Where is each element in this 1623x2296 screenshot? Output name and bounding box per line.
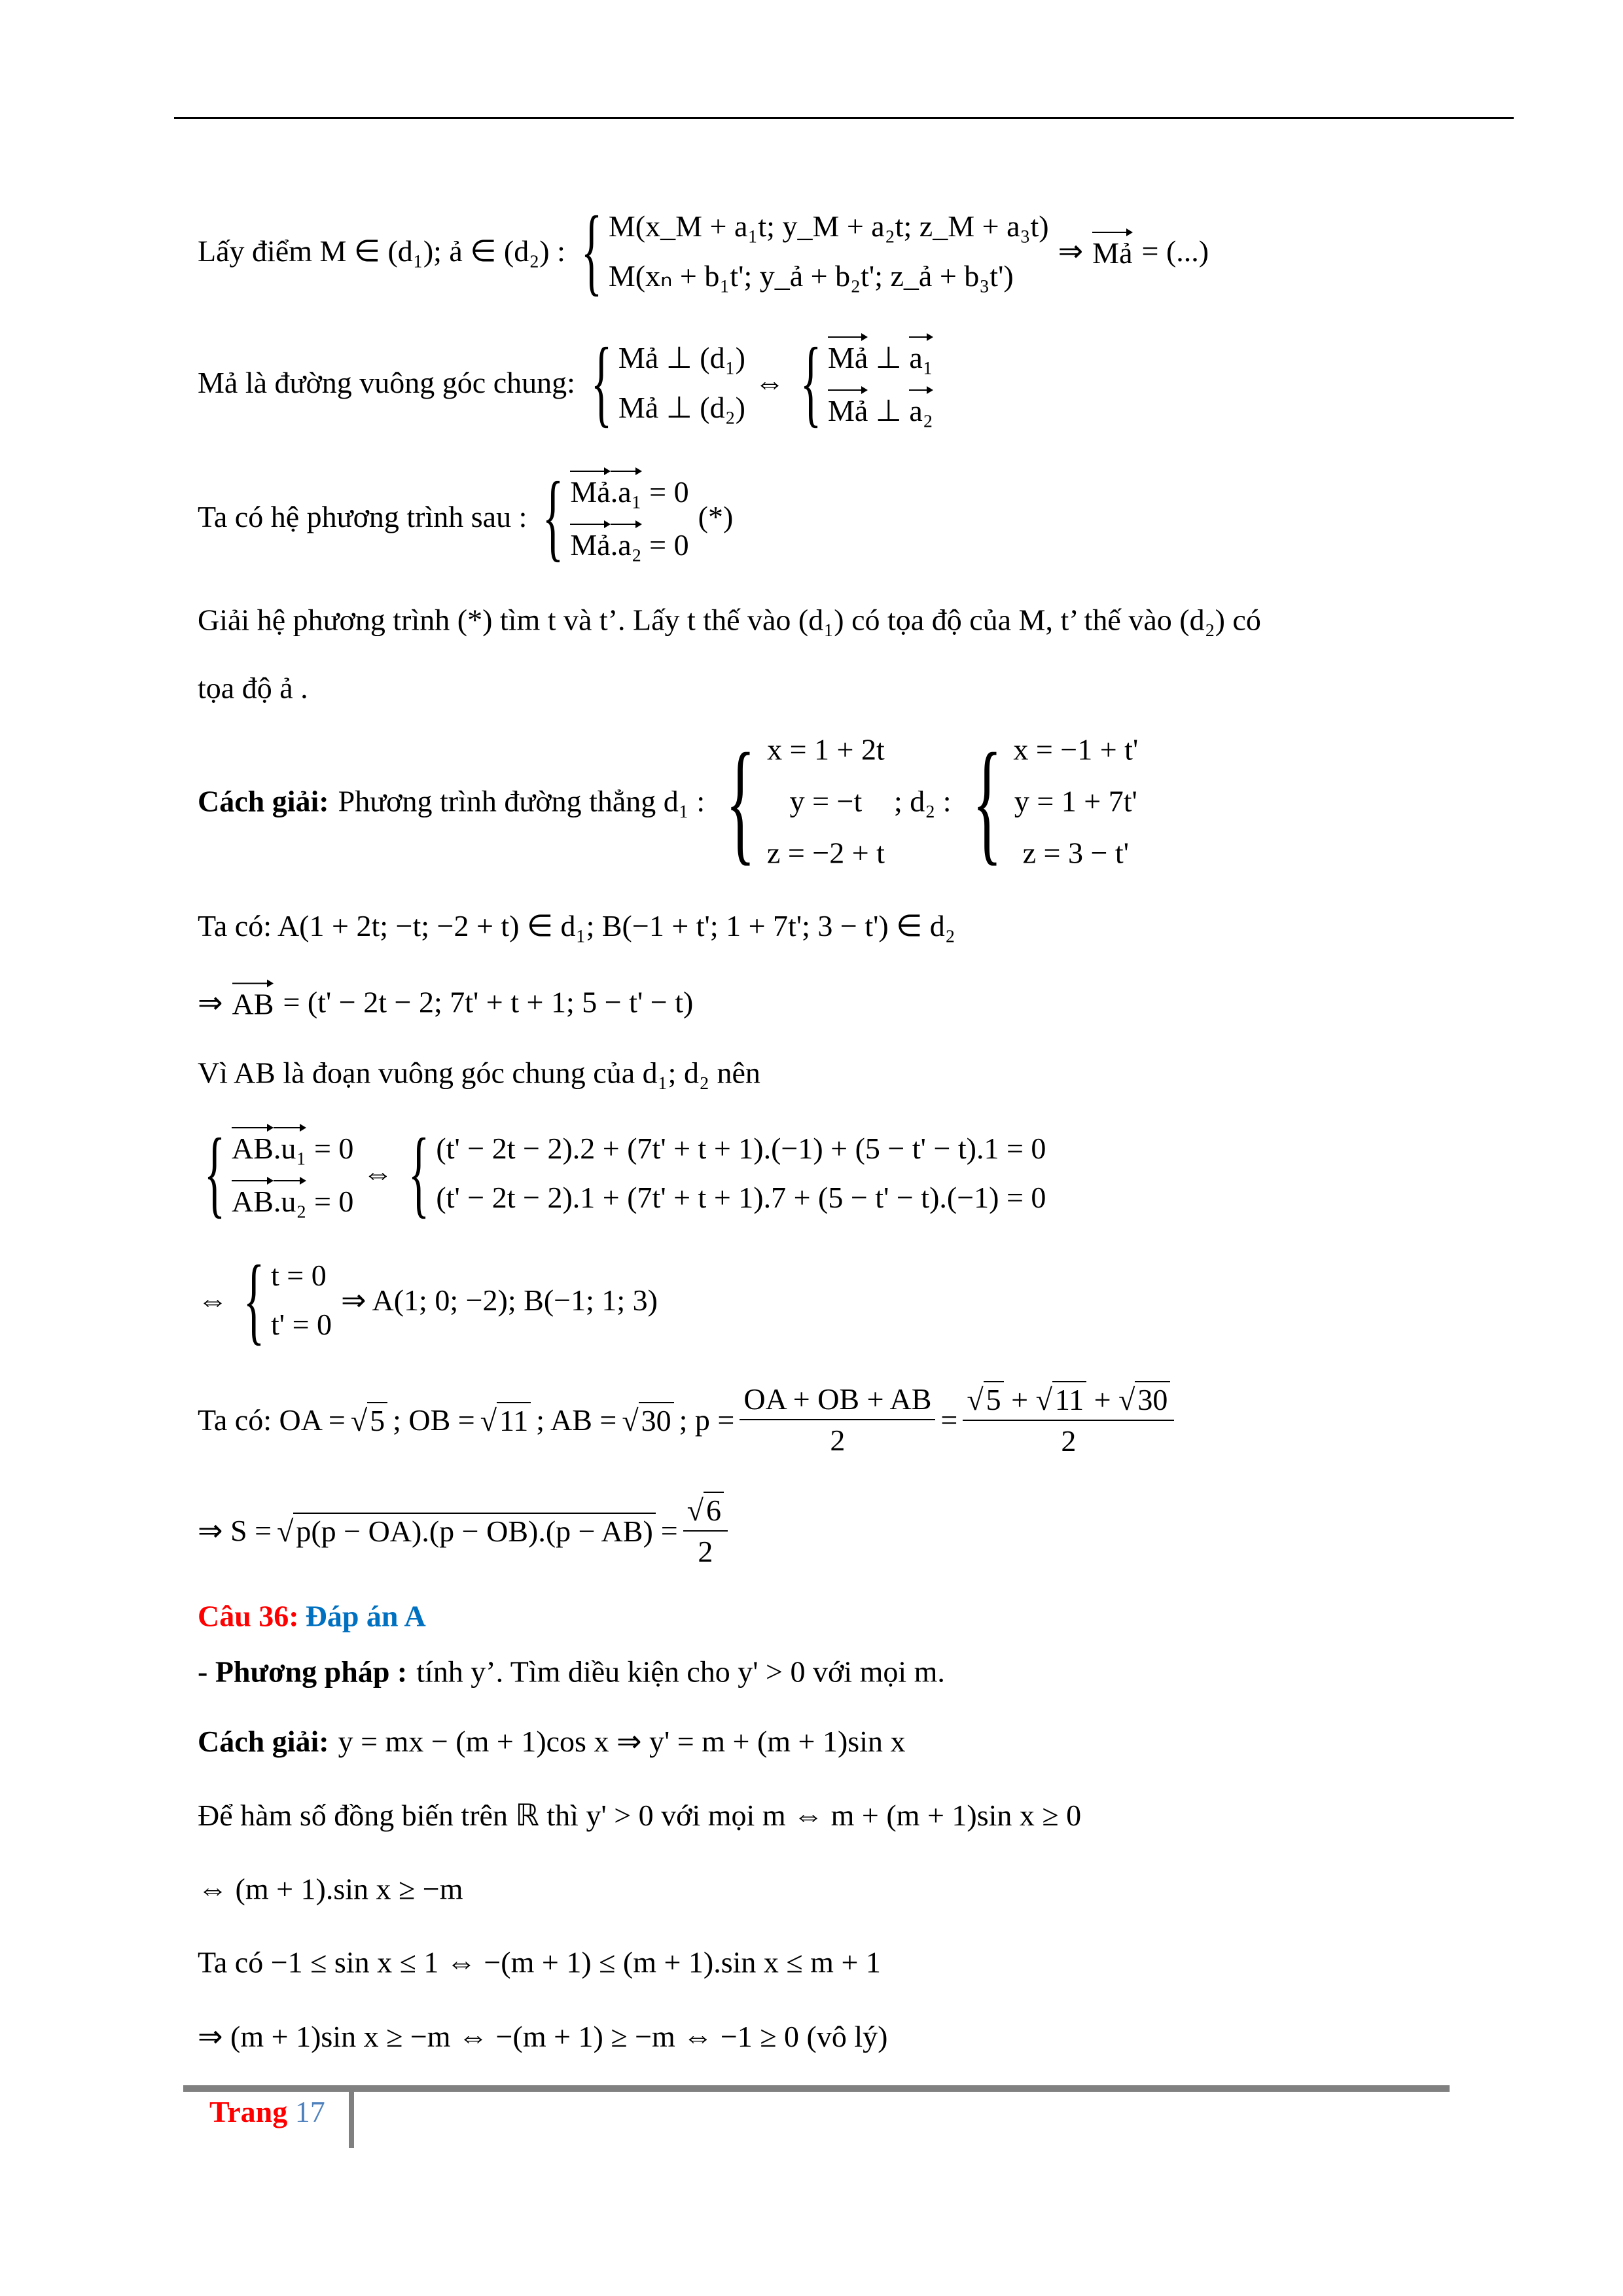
line-6	[198, 725, 1139, 877]
text: Lấy điểm M ∈ (d₁); ả ∈ (d₂) :	[198, 234, 565, 268]
line-12	[198, 1381, 1174, 1458]
brace: {	[725, 725, 756, 877]
row: Mả ⊥ (d₂)	[618, 391, 745, 424]
implies: ⇒	[1058, 234, 1084, 268]
vector: AB	[232, 1127, 274, 1166]
row: t' = 0	[271, 1308, 332, 1341]
vector: Mả	[570, 471, 610, 509]
sqrt: √ 30	[1118, 1381, 1170, 1417]
text: ⊥	[875, 341, 902, 374]
line-4: Giải hệ phương trình (*) tìm t và t’. Lấy t thế vào (d₁) có tọa độ của M, t’ thế vào (d₂) có	[198, 603, 1261, 637]
radicand: 5	[367, 1402, 387, 1438]
sqrt: √ p(p − OA).(p − OB).(p − AB)	[277, 1513, 656, 1549]
brace: {	[580, 196, 603, 305]
sqrt: √ 11	[480, 1402, 531, 1438]
row: y = 1 + 7t'	[1014, 784, 1137, 818]
sqrt: √ 30	[622, 1402, 673, 1438]
footer-divider	[349, 2092, 354, 2148]
row	[232, 1127, 353, 1166]
sqrt: √ 5	[351, 1402, 387, 1438]
page-footer	[209, 2094, 325, 2129]
text: ; OB =	[393, 1403, 475, 1437]
label: - Phương pháp :	[198, 1655, 408, 1689]
text: = 0	[649, 475, 689, 509]
vector: Mả	[570, 524, 610, 562]
numerator	[683, 1492, 728, 1532]
line-1	[198, 196, 1209, 305]
radicand: 11	[1052, 1381, 1086, 1417]
radicand: 30	[639, 1402, 674, 1438]
line-18: ⇔ (m + 1).sin x ≥ −m	[198, 1872, 463, 1906]
row: (t' − 2t − 2).1 + (7t' + t + 1).7 + (5 − t' − t).(−1) = 0	[436, 1181, 1046, 1214]
row: M(xₙ + b₁t'; y_ả + b₂t'; z_ả + b₃t')	[608, 259, 1014, 293]
row: z = 3 − t'	[1022, 836, 1129, 870]
line-2	[198, 328, 933, 437]
line-9: Vì AB là đoạn vuông góc chung của d₁; d₂ nên	[198, 1056, 760, 1090]
text: = 0	[313, 1185, 354, 1218]
text: = 0	[649, 528, 689, 562]
equiv: ⇔	[363, 1156, 393, 1190]
vector: Mả	[828, 336, 868, 375]
header-rule	[174, 117, 1514, 119]
fraction	[963, 1381, 1174, 1458]
system	[794, 328, 933, 437]
brace: {	[543, 462, 564, 571]
text: = (...)	[1141, 234, 1209, 268]
text: y = mx − (m + 1)cos x ⇒ y' = m + (m + 1)sin x	[338, 1725, 906, 1758]
text: ; p =	[679, 1403, 735, 1437]
line-15	[198, 1655, 945, 1689]
text: Ta có hệ phương trình sau :	[198, 499, 527, 533]
radicand: 6	[704, 1492, 724, 1528]
text: ⊥	[875, 394, 902, 427]
sqrt: √ 11	[1036, 1381, 1087, 1417]
text: =	[660, 1513, 678, 1547]
line-3	[198, 462, 734, 571]
line-5: tọa độ ả .	[198, 671, 308, 705]
brace: {	[590, 328, 613, 437]
row	[232, 1180, 353, 1219]
row: y = −t	[789, 784, 863, 818]
fraction	[683, 1492, 728, 1569]
line-19: Ta có −1 ≤ sin x ≤ 1 ⇔ −(m + 1) ≤ (m + 1).sin x ≤ m + 1	[198, 1945, 881, 1979]
radicand: 30	[1135, 1381, 1170, 1417]
text: ⇒ A(1; 0; −2); B(−1; 1; 3)	[341, 1283, 658, 1317]
text: ; d₂ :	[893, 784, 952, 818]
row	[828, 389, 933, 428]
system	[402, 1119, 1046, 1227]
text: Mả là đường vuông góc chung:	[198, 365, 575, 399]
denominator: 2	[1061, 1424, 1077, 1458]
text: = (t' − 2t − 2; 7t' + t + 1; 5 − t' − t)	[283, 985, 694, 1019]
denominator: 2	[698, 1535, 713, 1568]
system	[237, 1246, 332, 1354]
row: M(x_M + a₁t; y_M + a₂t; z_M + a₃t)	[608, 209, 1049, 243]
label: Cách giải:	[198, 784, 329, 818]
page-label: Trang	[209, 2095, 288, 2128]
row: t = 0	[271, 1259, 327, 1292]
text: +	[1094, 1383, 1111, 1416]
text: =	[940, 1403, 958, 1437]
line-16	[198, 1723, 906, 1759]
equiv: ⇔	[754, 365, 785, 399]
text: Phương trình đường thẳng d₁ :	[338, 784, 705, 818]
page-number: 17	[294, 2095, 325, 2128]
row	[828, 336, 933, 375]
line-11	[198, 1246, 658, 1354]
fraction	[740, 1382, 935, 1458]
text: = 0	[313, 1132, 354, 1165]
vector: a₁	[909, 336, 933, 375]
text: (*)	[698, 499, 734, 533]
row: z = −2 + t	[766, 836, 885, 870]
row: (t' − 2t − 2).2 + (7t' + t + 1).(−1) + (5 − t' − t).1 = 0	[436, 1132, 1046, 1165]
line-13	[198, 1492, 728, 1569]
footer-rule	[183, 2085, 1450, 2092]
vector: .a₂	[611, 524, 642, 562]
system	[584, 328, 745, 437]
numerator	[963, 1381, 1174, 1421]
vector: a₂	[909, 389, 933, 428]
line-17: Để hàm số đồng biến trên ℝ thì y' > 0 với mọi m ⇔ m + (m + 1)sin x ≥ 0	[198, 1799, 1082, 1832]
text: tính y’. Tìm diều kiện cho y' > 0 với mọi m.	[416, 1655, 945, 1689]
sqrt: √ 6	[687, 1492, 724, 1528]
denominator: 2	[830, 1424, 846, 1457]
question-heading	[198, 1599, 426, 1634]
vector: Mả	[1092, 232, 1132, 270]
question-number: Câu 36:	[198, 1599, 299, 1633]
system	[575, 196, 1049, 305]
row	[570, 471, 688, 509]
vector: .a₁	[611, 471, 642, 509]
vector: .u₁	[274, 1127, 307, 1166]
line-10	[198, 1119, 1046, 1227]
row	[570, 524, 688, 562]
vector: AB	[232, 983, 274, 1022]
row: Mả ⊥ (d₁)	[618, 341, 745, 374]
brace: {	[800, 328, 822, 437]
implies: ⇒	[198, 986, 223, 1019]
radicand: 11	[497, 1402, 531, 1438]
row: x = 1 + 2t	[767, 732, 885, 766]
brace: {	[243, 1246, 265, 1354]
text: ; AB =	[536, 1403, 617, 1437]
system	[536, 462, 689, 571]
vector: Mả	[828, 389, 868, 428]
radicand: 5	[984, 1381, 1004, 1417]
text: ⇒ S =	[198, 1514, 272, 1547]
row: x = −1 + t'	[1013, 732, 1139, 766]
line-20: ⇒ (m + 1)sin x ≥ −m ⇔ −(m + 1) ≥ −m ⇔ −1 ≥ 0 (vô lý)	[198, 2020, 888, 2053]
answer: Đáp án A	[305, 1599, 426, 1633]
vector: .u₂	[274, 1180, 307, 1219]
radicand: p(p − OA).(p − OB).(p − AB)	[293, 1513, 655, 1549]
brace: {	[408, 1119, 430, 1227]
numerator: OA + OB + AB	[740, 1382, 935, 1420]
system	[198, 1119, 354, 1227]
text: +	[1011, 1383, 1029, 1416]
brace: {	[204, 1119, 226, 1227]
sqrt: √ 5	[967, 1381, 1003, 1417]
equiv: ⇔	[198, 1283, 228, 1317]
brace: {	[972, 725, 1002, 877]
vector: AB	[232, 1180, 274, 1219]
text: Ta có: OA =	[198, 1403, 346, 1437]
system	[714, 725, 885, 877]
label: Cách giải:	[198, 1724, 329, 1758]
system	[961, 725, 1139, 877]
line-7: Ta có: A(1 + 2t; −t; −2 + t) ∈ d₁; B(−1 + t'; 1 + 7t'; 3 − t') ∈ d₂	[198, 909, 955, 942]
line-8	[198, 983, 693, 1022]
